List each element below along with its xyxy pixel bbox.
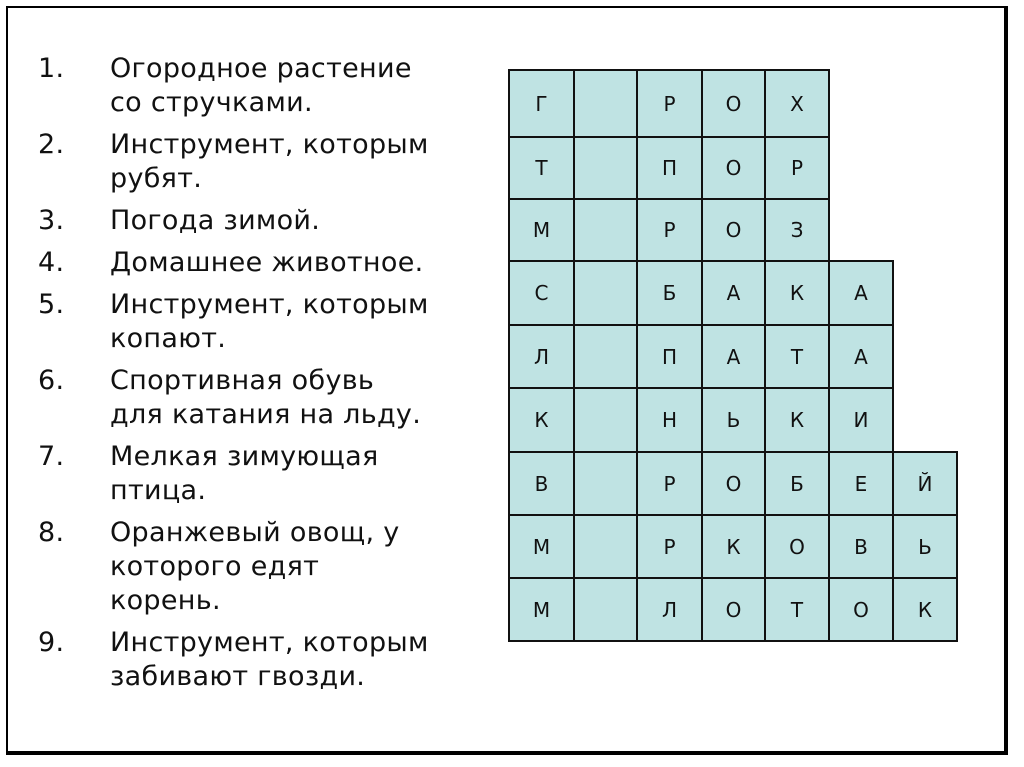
clue-number: 4.	[38, 247, 65, 278]
clue-number: 1.	[38, 53, 65, 84]
crossword-cell: Л	[636, 577, 703, 642]
clue-number: 9.	[38, 627, 65, 658]
clue-text: Инструмент, которым копают.	[110, 289, 429, 354]
clue-text: Оранжевый овощ, у которого едят корень.	[110, 517, 400, 616]
clue-item	[38, 288, 478, 356]
crossword-cell: П	[636, 136, 703, 200]
crossword-cell: В	[508, 451, 575, 516]
clue-number: 5.	[38, 289, 65, 320]
clue-text: Домашнее животное.	[110, 247, 424, 278]
crossword-cell: К	[701, 514, 766, 579]
crossword-cell: Р	[636, 69, 703, 138]
crossword-cell: О	[701, 451, 766, 516]
crossword-cell: Ь	[892, 514, 958, 579]
crossword-cell: А	[701, 260, 766, 326]
clue-text: Мелкая зимующая птица.	[110, 441, 379, 506]
clue-number: 2.	[38, 129, 65, 160]
crossword-cell: Р	[764, 136, 830, 200]
clue-text: Спортивная обувь для катания на льду.	[110, 365, 422, 430]
crossword-cell: К	[764, 260, 830, 326]
crossword-cell: Т	[764, 324, 830, 389]
crossword-cell: Т	[764, 577, 830, 642]
crossword-cell	[573, 577, 638, 642]
crossword-cell: О	[828, 577, 894, 642]
clue-item	[38, 128, 478, 196]
crossword-cell: Н	[636, 387, 703, 453]
clue-text: Инструмент, которым забивают гвозди.	[110, 627, 429, 692]
crossword-cell: Х	[764, 69, 830, 138]
crossword-cell: Ь	[701, 387, 766, 453]
crossword-cell	[573, 69, 638, 138]
clue-number: 7.	[38, 441, 65, 472]
clue-item	[38, 52, 478, 120]
clue-item	[38, 440, 478, 508]
crossword-cell: П	[636, 324, 703, 389]
crossword-cell	[573, 260, 638, 326]
clue-text: Погода зимой.	[110, 205, 321, 236]
crossword-cell	[573, 451, 638, 516]
crossword-cell: Б	[636, 260, 703, 326]
crossword-cell: К	[892, 577, 958, 642]
crossword-cell: Р	[636, 514, 703, 579]
crossword-cell: И	[828, 387, 894, 453]
crossword-cell	[573, 514, 638, 579]
clue-number: 3.	[38, 205, 65, 236]
crossword-cell: Р	[636, 198, 703, 262]
crossword-cell: Л	[508, 324, 575, 389]
crossword-cell: О	[701, 136, 766, 200]
crossword-cell	[573, 324, 638, 389]
crossword-cell: М	[508, 198, 575, 262]
crossword-cell	[573, 136, 638, 200]
crossword-cell: А	[828, 260, 894, 326]
slide	[6, 6, 1008, 755]
clue-item	[38, 626, 478, 694]
crossword-cell: К	[508, 387, 575, 453]
crossword-cell: О	[701, 577, 766, 642]
crossword-cell: Б	[764, 451, 830, 516]
crossword-cell: Й	[892, 451, 958, 516]
clue-item	[38, 364, 478, 432]
crossword-cell: Т	[508, 136, 575, 200]
crossword-cell: О	[764, 514, 830, 579]
crossword-cell	[573, 198, 638, 262]
clue-number: 8.	[38, 517, 65, 548]
crossword-cell: Р	[636, 451, 703, 516]
crossword-cell: В	[828, 514, 894, 579]
clue-item	[38, 204, 478, 238]
crossword-cell: З	[764, 198, 830, 262]
crossword-cell: Е	[828, 451, 894, 516]
clue-item	[38, 516, 478, 618]
crossword-cell: К	[764, 387, 830, 453]
crossword-cell: А	[701, 324, 766, 389]
crossword-cell: С	[508, 260, 575, 326]
crossword-cell	[573, 387, 638, 453]
clue-item	[38, 246, 478, 280]
crossword-cell: Г	[508, 69, 575, 138]
clue-list	[38, 52, 478, 702]
crossword-cell: О	[701, 69, 766, 138]
clue-text: Огородное растение со стручками.	[110, 53, 412, 118]
clue-text: Инструмент, которым рубят.	[110, 129, 429, 194]
clue-number: 6.	[38, 365, 65, 396]
crossword-cell: М	[508, 577, 575, 642]
crossword-cell: О	[701, 198, 766, 262]
crossword-cell: А	[828, 324, 894, 389]
crossword-cell: М	[508, 514, 575, 579]
